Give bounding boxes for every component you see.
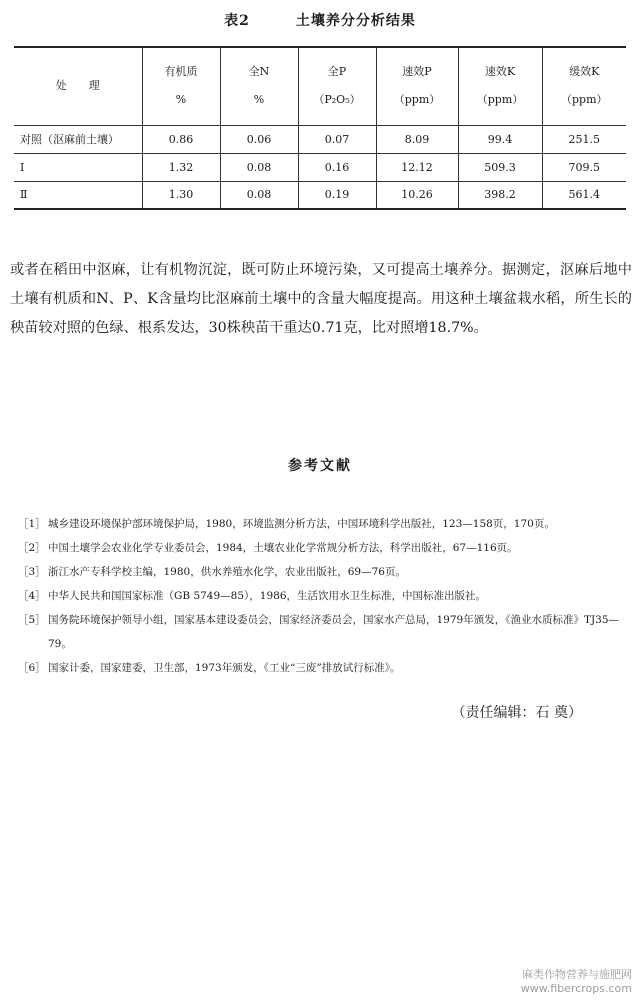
site-watermark [521, 968, 632, 996]
reference-text: 浙江水产专科学校主编，1980，供水养殖水化学，农业出版社，69—76页。 [48, 566, 406, 578]
table-cell: 709.5 [542, 153, 626, 181]
table-number: 表2 [224, 13, 250, 29]
table-cell: 99.4 [458, 125, 542, 153]
table-cell: 0.06 [220, 125, 298, 153]
table-cell: 1.30 [142, 181, 220, 209]
reference-number: ［2］ [18, 542, 46, 554]
reference-number: ［3］ [18, 566, 46, 578]
header-total-n: 全N % [220, 47, 298, 125]
references-heading: 参考文献 [288, 458, 352, 474]
reference-text: 城乡建设环境保护部环境保护局，1980，环境监测分析方法，中国环境科学出版社，123—158页，170页。 [48, 518, 555, 530]
table-cell: 0.16 [298, 153, 376, 181]
reference-item [18, 656, 628, 680]
table-cell: 398.2 [458, 181, 542, 209]
reference-number: ［5］ [18, 614, 46, 626]
reference-item [18, 608, 628, 656]
header-available-k: 速效K （ppm） [458, 47, 542, 125]
reference-text: 中国土壤学会农业化学专业委员会，1984，土壤农业化学常规分析方法，科学出版社，67—116页。 [48, 542, 518, 554]
row-label: 对照（沤麻前土壤） [20, 133, 119, 146]
table-row [14, 125, 626, 153]
reference-list [18, 512, 628, 680]
table-cell: 8.09 [376, 125, 458, 153]
watermark-title: 麻类作物营养与施肥网 [522, 968, 632, 981]
header-treatment: 处 理 [14, 47, 142, 125]
reference-item [18, 584, 628, 608]
table-cell: 251.5 [542, 125, 626, 153]
table-row [14, 181, 626, 209]
watermark-url: www.fibercrops.com [520, 982, 632, 995]
reference-item [18, 512, 628, 536]
reference-number: ［4］ [18, 590, 46, 602]
table-cell: 0.19 [298, 181, 376, 209]
table-header-row [14, 47, 626, 125]
table-cell: 0.86 [142, 125, 220, 153]
row-label: Ⅰ [14, 153, 142, 181]
body-paragraph: 或者在稻田中沤麻，让有机物沉淀，既可防止环境污染，又可提高土壤养分。据测定，沤麻后地中土壤有机质和N、P、K含量均比沤麻前土壤中的含量大幅度提高。用这种土壤盆栽水稻，所生长的秧苗较对照的色绿、根系发达，30株秧苗干重达0.71克，比对照增18.7%。 [10, 262, 632, 336]
reference-number: ［1］ [18, 518, 46, 530]
table-cell: 509.3 [458, 153, 542, 181]
row-label: Ⅱ [14, 181, 142, 209]
reference-item [18, 560, 628, 584]
table-cell: 0.08 [220, 153, 298, 181]
header-slow-k: 缓效K （ppm） [542, 47, 626, 125]
reference-text: 国务院环境保护领导小组，国家基本建设委员会，国家经济委员会，国家水产总局，1979年颁发，《渔业水质标准》TJ35—79。 [48, 614, 620, 650]
table-cell: 0.08 [220, 181, 298, 209]
header-organic-matter: 有机质 % [142, 47, 220, 125]
table-cell: 12.12 [376, 153, 458, 181]
table-cell: 10.26 [376, 181, 458, 209]
responsible-editor: （责任编辑：石 奠） [451, 705, 582, 721]
reference-text: 国家计委，国家建委，卫生部，1973年颁发，《工业“三废”排放试行标准》。 [48, 662, 401, 674]
header-available-p: 速效P （ppm） [376, 47, 458, 125]
table-caption [0, 10, 640, 30]
reference-item [18, 536, 628, 560]
soil-nutrient-table [14, 46, 626, 210]
table-cell: 561.4 [542, 181, 626, 209]
table-title: 土壤养分分析结果 [295, 13, 416, 29]
table-row [14, 153, 626, 181]
reference-text: 中华人民共和国国家标准（GB 5749—85），1986，生活饮用水卫生标准，中国标准出版社。 [48, 590, 486, 602]
reference-number: ［6］ [18, 662, 46, 674]
header-total-p: 全P （P₂O₅） [298, 47, 376, 125]
table-cell: 0.07 [298, 125, 376, 153]
table-cell: 1.32 [142, 153, 220, 181]
